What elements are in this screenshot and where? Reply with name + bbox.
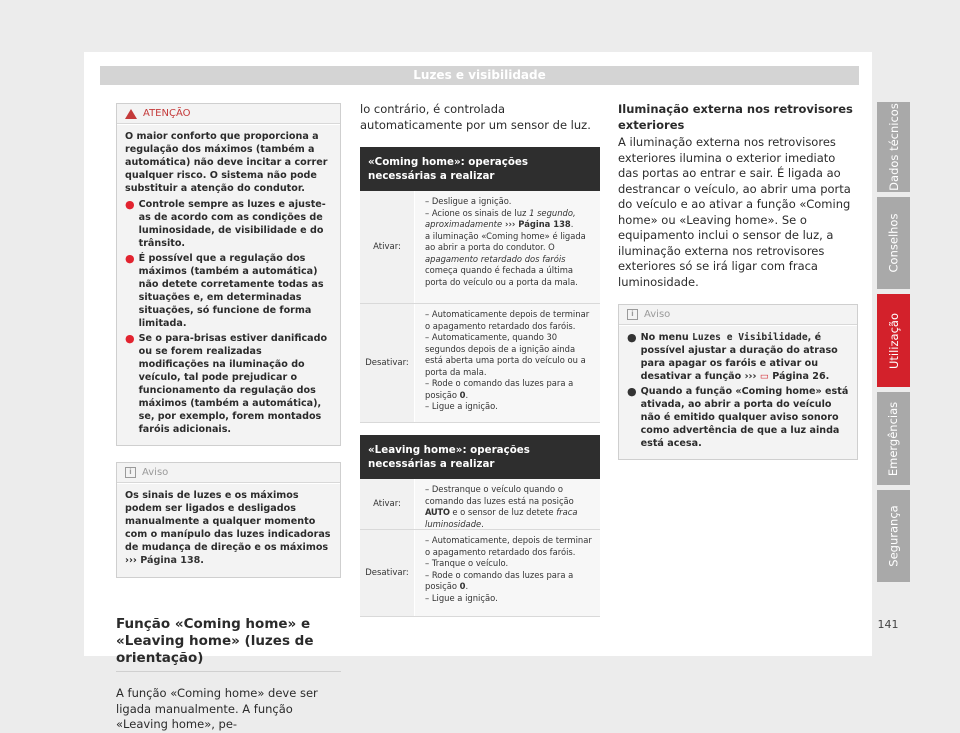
aviso-box [116,462,341,578]
aviso-body [117,484,340,577]
page-link[interactable]: Página 138 [140,555,201,566]
tab-conselhos[interactable]: Conselhos [877,197,910,289]
tab-dados-tecnicos[interactable]: Dados técnicos [877,102,910,192]
page-number: 141 [877,618,899,631]
aviso-bullet: ● Quando a função «Coming home» está ativada, ao abrir a porta do veículo não é emitido qualquer aviso sonoro como advertência de que a luz ainda está acesa. [627,385,849,449]
table-row [360,530,600,617]
warning-label: ATENÇÃO [143,108,191,119]
table-title: «Leaving home»: operações necessárias a realizar [360,435,600,479]
table-row [360,191,600,304]
table-coming-home [360,147,600,423]
section-block [116,616,341,733]
ref-arrows: ››› [125,555,137,566]
aviso-label: Aviso [142,467,169,478]
aviso-bullet: ● No menu Luzes e Visibilidade, é possível ajustar a duração do atraso para apagar os faróis e ativar ou desativar a função ››› ▭ Página 26. [627,331,838,382]
aviso-text: Os sinais de luzes e os máximos podem ser ligados e desligados manualmente a qualquer momento com o manípulo das luzes indicadoras de mudança de direção e os máximos ››› Página 138. [125,490,331,566]
ref-arrows: ››› [744,371,757,382]
column-left [116,103,341,733]
warning-intro: O maior conforto que proporciona a regulação dos máximos (também a automática) não deve incitar a correr qualquer risco. O sistema não pode substituir a atenção do condutor. [125,131,328,194]
row-content: – Destranque o veículo quando o comando das luzes está na posição AUTO e o sensor de luz detete fraca luminosidade. [414,479,600,529]
column-right [618,102,858,460]
tab-emergencias[interactable]: Emergências [877,392,910,485]
auto-symbol: AUTO [425,507,450,517]
book-icon: ▭ [759,371,769,382]
warning-body [117,125,340,445]
table-row [360,479,600,530]
section-divider [116,671,341,672]
bullet-icon: ● [627,385,637,398]
row-label: Desativar: [360,304,414,422]
warning-icon [125,109,137,119]
tab-seguranca[interactable]: Segurança [877,490,910,582]
info-icon: i [627,309,638,320]
column-middle [360,102,600,617]
table-row [360,304,600,423]
page-header: Luzes e visibilidade [100,66,859,85]
info-icon: i [125,467,136,478]
row-content: – Automaticamente depois de terminar o apagamento retardado dos faróis. – Automaticamente, quando 30 segundos depois de a ignição ainda está aberta uma porta do veículo ou a porta da mala. – Rode o comando das luzes para a posição 0. – Ligue a ignição. [414,304,600,422]
aviso-label: Aviso [644,309,671,320]
warning-header [117,104,340,123]
mirror-text: A iluminação externa nos retrovisores exteriores ilumina o exterior imediato das portas ao entrar e sair. É ligada ao destrancar o veículo, ao abrir uma porta do veículo e ao ativar a função «Coming home» ou «Leaving home». Se o equipamento inclui o sensor de luz, a iluminação externa nos retrovisores exteriores só se irá ligar com fraca luminosidade. [618,135,851,289]
bullet-icon: ● [125,198,135,211]
aviso-box [618,304,858,460]
section-text-start: A função «Coming home» deve ser ligada manualmente. A função «Leaving home», pe- [116,686,318,731]
row-label: Ativar: [360,479,414,529]
warning-bullet [125,252,332,330]
aviso-header [117,463,340,482]
section-text-continued: lo contrário, é controlada automaticamente por um sensor de luz. [360,102,591,132]
page-link[interactable]: ››› Página 138 [502,219,571,229]
mirror-title: Iluminação externa nos retrovisores exteriores [618,102,853,132]
row-content: – Desligue a ignição. – Acione os sinais de luz 1 segundo, aproximadamente ››› Página 138. a iluminação «Coming home» é ligada ao abrir a porta do condutor. O apagamento retardado dos faróis começa quando é fechada a última porta do veículo ou a porta da mala. [414,191,600,303]
table-title: «Coming home»: operações necessárias a realizar [360,147,600,191]
bullet-icon: ● [627,331,637,344]
menu-name: Luzes e Visibilidade [692,332,808,343]
bullet-icon: ● [125,252,135,265]
aviso-header [619,305,857,324]
aviso-body [619,326,857,459]
tab-utilizacao[interactable]: Utilização [877,294,910,387]
warning-bullet [125,198,332,250]
warning-bullet [125,332,332,436]
bullet-text: Se o para-brisas estiver danificado ou se forem realizadas modificações na iluminação do veículo, tal pode prejudicar o funcionamento da regulação dos máximos (também a automática), se, por exemplo, forem montados faróis adicionais. [138,333,328,435]
bullet-text: Controle sempre as luzes e ajuste-as de acordo com as condições de luminosidade, de visibilidade e do trânsito. [138,199,326,249]
row-label: Desativar: [360,530,414,616]
warning-box [116,103,341,446]
row-content: – Automaticamente, depois de terminar o apagamento retardado dos faróis. – Tranque o veículo. – Rode o comando das luzes para a posição 0. – Ligue a ignição. [414,530,600,616]
bullet-icon: ● [125,332,135,345]
bullet-text: É possível que a regulação dos máximos (também a automática) não detete corretamente todas as situações e, em determinadas situações, só funcione de forma limitada. [138,253,324,329]
page-link[interactable]: Página 26 [772,371,826,382]
section-title: Função «Coming home» e «Leaving home» (luzes de orientação) [116,616,314,666]
row-label: Ativar: [360,191,414,303]
table-leaving-home [360,435,600,617]
